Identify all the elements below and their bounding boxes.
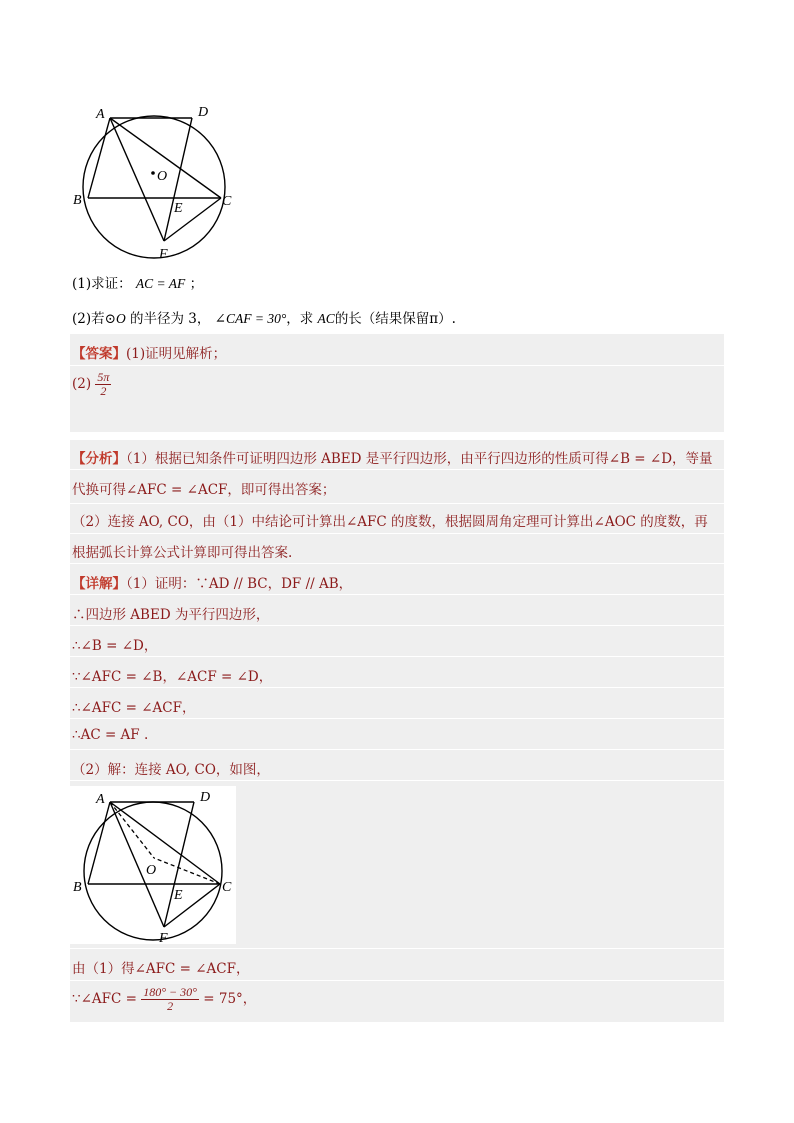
detail-9-prefix: ∵∠AFC = — [72, 991, 137, 1007]
segment-ab — [88, 802, 110, 884]
divider — [70, 533, 724, 534]
analysis-line-1 — [72, 447, 713, 467]
label-b: B — [73, 193, 82, 208]
detail-9-fraction — [141, 986, 199, 1013]
divider — [70, 749, 724, 750]
detail-3: ∴∠B = ∠D， — [72, 638, 158, 654]
label-d: D — [198, 105, 209, 120]
divider — [70, 625, 724, 626]
q2-angle: ∠CAF = 30° — [214, 311, 287, 326]
detail-6: ∴AC = AF . — [72, 727, 149, 743]
divider — [70, 948, 724, 949]
segment-ac — [110, 118, 221, 198]
segment-ab — [88, 118, 110, 198]
divider — [70, 687, 724, 688]
divider — [70, 594, 724, 595]
divider — [70, 980, 724, 981]
q2-e: ，求 — [286, 311, 314, 327]
answer-tag: 【答案】 — [72, 346, 126, 362]
detail-line-7 — [72, 758, 270, 778]
q2-g: 的长（结果保留π）. — [334, 311, 456, 327]
label-a: A — [96, 107, 105, 122]
answer-2-fraction — [95, 371, 111, 398]
detail-tag: 【详解】 — [72, 576, 126, 592]
label-e: E — [174, 888, 183, 903]
detail-line-6 — [72, 727, 148, 743]
segment-co-dashed — [154, 858, 220, 884]
divider — [70, 563, 724, 564]
answer-line-2 — [72, 371, 111, 398]
answer-line-1 — [72, 342, 226, 362]
label-o: O — [157, 169, 168, 184]
label-a: A — [96, 792, 105, 807]
detail-line-9 — [72, 986, 256, 1013]
q2-c: 的半径为 3， — [129, 311, 211, 327]
question-part-2 — [72, 307, 456, 327]
detail-line-2 — [72, 603, 269, 623]
detail-line-4 — [72, 665, 272, 685]
detail-9-suffix: = 75°， — [203, 991, 257, 1007]
analysis-3: （2）连接 AO, CO，由（1）中结论可计算出∠AFC 的度数，根据圆周角定理可计算出∠AOC 的度数，再 — [72, 514, 708, 530]
analysis-2: 代换可得∠AFC = ∠ACF，即可得出答案； — [72, 482, 336, 498]
geometry-figure-top — [68, 100, 248, 265]
detail-7: （2）解：连接 AO, CO，如图， — [72, 762, 270, 778]
detail-4: ∵∠AFC = ∠B，∠ACF = ∠D， — [72, 669, 273, 685]
analysis-line-4 — [72, 541, 292, 561]
label-f: F — [159, 247, 168, 262]
q2-b: O — [115, 311, 126, 326]
segment-af — [110, 118, 164, 241]
label-c: C — [222, 194, 232, 209]
answer-1: (1)证明见解析； — [126, 346, 227, 362]
divider — [70, 469, 724, 470]
q1-math: AC = AF — [135, 276, 186, 291]
q2-a: (2)若⊙ — [72, 311, 116, 327]
geometry-figure-bottom — [70, 786, 236, 944]
label-f: F — [159, 931, 168, 944]
analysis-tag: 【分析】 — [72, 451, 126, 467]
q1-text: (1)求证： — [72, 276, 132, 292]
label-c: C — [222, 880, 232, 895]
analysis-line-3 — [72, 510, 708, 530]
center-dot — [151, 171, 155, 175]
divider — [70, 365, 724, 366]
detail-9-num: 180° − 30° — [143, 985, 197, 999]
detail-5: ∴∠AFC = ∠ACF， — [72, 700, 196, 716]
label-d: D — [200, 790, 211, 805]
detail-2: ∴四边形 ABED 为平行四边形， — [72, 607, 270, 623]
detail-line-8 — [72, 957, 250, 977]
segment-ac — [110, 802, 220, 884]
detail-1: （1）证明：∵AD // BC，DF // AB， — [126, 576, 353, 592]
detail-9-den: 2 — [167, 999, 174, 1013]
divider — [70, 503, 724, 504]
analysis-4: 根据弧长计算公式计算即可得出答案. — [72, 545, 293, 561]
label-e: E — [174, 201, 183, 216]
divider — [70, 780, 724, 781]
detail-line-5 — [72, 696, 196, 716]
answer-2-prefix: (2) — [72, 376, 92, 392]
label-b: B — [73, 880, 82, 895]
divider — [70, 656, 724, 657]
divider — [70, 718, 724, 719]
analysis-line-2 — [72, 478, 335, 498]
answer-2-num: 5π — [97, 370, 110, 384]
detail-8: 由（1）得∠AFC = ∠ACF， — [72, 961, 250, 977]
analysis-1: （1）根据已知条件可证明四边形 ABED 是平行四边形，由平行四边形的性质可得∠B = ∠D，等量 — [126, 451, 713, 467]
answer-2-den: 2 — [100, 384, 107, 398]
label-o: O — [146, 863, 157, 878]
question-part-1 — [72, 272, 203, 292]
detail-line-1 — [72, 572, 352, 592]
detail-line-3 — [72, 634, 157, 654]
q1-end: ； — [189, 276, 204, 292]
q2-arc-ac: AC — [317, 311, 335, 326]
